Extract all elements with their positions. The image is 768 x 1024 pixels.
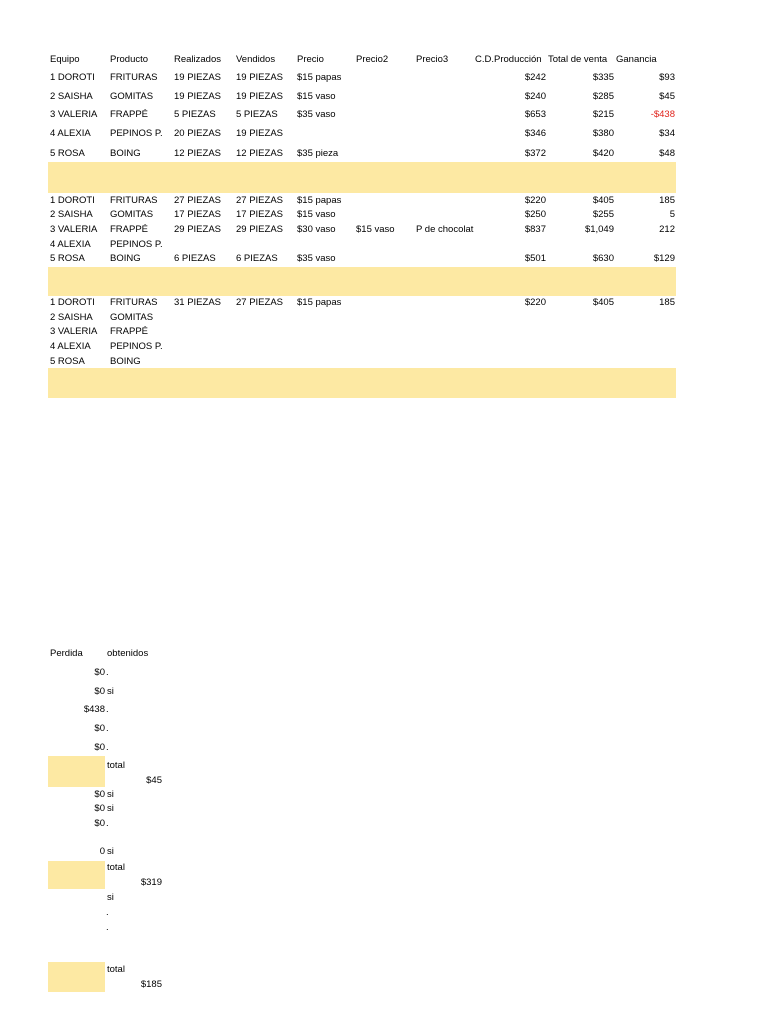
cell-vendidos: 19 PIEZAS	[236, 91, 283, 102]
total-value: $45	[146, 775, 162, 786]
cell-equipo: 1 DOROTI	[50, 297, 95, 308]
cell-ganancia: $129	[653, 253, 675, 264]
cell-cd: $372	[524, 148, 546, 159]
cell-total: $215	[592, 109, 614, 120]
cell-total: $335	[592, 72, 614, 83]
cell-cd: $346	[524, 128, 546, 139]
cell-cd: $242	[524, 72, 546, 83]
cell-precio: $35 vaso	[297, 253, 336, 264]
cell-producto: FRAPPÉ	[110, 109, 149, 120]
header-realizados: Realizados	[174, 54, 221, 65]
perdida-value: $0	[94, 789, 105, 800]
cell-equipo: 3 VALERIA	[50, 109, 98, 120]
cell-cd: $220	[524, 195, 546, 206]
cell-producto: FRITURAS	[110, 195, 158, 206]
cell-total: $405	[592, 195, 614, 206]
cell-vendidos: 27 PIEZAS	[236, 297, 283, 308]
cell-cd: $837	[524, 224, 546, 235]
cell-precio2: $15 vaso	[356, 224, 395, 235]
perdida-value: $0	[94, 803, 105, 814]
cell-vendidos: 5 PIEZAS	[236, 109, 278, 120]
obtenido-value: .	[106, 907, 109, 918]
header-precio: Precio	[297, 54, 324, 65]
cell-precio3: P de chocolat	[416, 224, 474, 235]
total-label: total	[107, 964, 125, 975]
summary-band-2	[48, 861, 105, 889]
perdida-value: $438	[83, 704, 105, 715]
cell-producto: FRITURAS	[110, 297, 158, 308]
cell-realizados: 29 PIEZAS	[174, 224, 221, 235]
cell-precio: $15 papas	[297, 72, 342, 83]
cell-total: $420	[592, 148, 614, 159]
cell-cd: $501	[524, 253, 546, 264]
cell-cd: $240	[524, 91, 546, 102]
cell-precio: $15 papas	[297, 297, 342, 308]
cell-realizados: 6 PIEZAS	[174, 253, 216, 264]
cell-total: $285	[592, 91, 614, 102]
cell-precio: $35 pieza	[297, 148, 339, 159]
perdida-value: $0	[94, 742, 105, 753]
obtenido-value: .	[106, 922, 109, 933]
cell-realizados: 19 PIEZAS	[174, 91, 221, 102]
header-ganancia: Ganancia	[616, 54, 657, 65]
cell-equipo: 2 SAISHA	[50, 312, 93, 323]
cell-ganancia: $93	[659, 72, 675, 83]
cell-realizados: 27 PIEZAS	[174, 195, 221, 206]
cell-ganancia: 212	[659, 224, 675, 235]
cell-ganancia: 5	[669, 209, 675, 220]
header-cd-produccion: C.D.Producción	[475, 54, 542, 65]
cell-equipo: 1 DOROTI	[50, 72, 95, 83]
cell-producto: PEPINOS P.	[110, 239, 163, 250]
cell-ganancia: $45	[659, 91, 675, 102]
cell-total: $255	[592, 209, 614, 220]
cell-realizados: 17 PIEZAS	[174, 209, 221, 220]
perdida-value: $0	[94, 667, 105, 678]
obtenido-value: .	[106, 742, 109, 753]
cell-equipo: 2 SAISHA	[50, 91, 93, 102]
cell-precio: $35 vaso	[297, 109, 336, 120]
summary-band-1	[48, 756, 105, 787]
cell-total: $630	[592, 253, 614, 264]
header-precio3: Precio3	[416, 54, 449, 65]
separator-band-2	[48, 267, 676, 296]
cell-total: $1,049	[584, 224, 614, 235]
cell-equipo: 5 ROSA	[50, 148, 85, 159]
cell-vendidos: 12 PIEZAS	[236, 148, 283, 159]
cell-total: $405	[592, 297, 614, 308]
cell-vendidos: 19 PIEZAS	[236, 128, 283, 139]
header-vendidos: Vendidos	[236, 54, 276, 65]
cell-producto: GOMITAS	[110, 91, 154, 102]
cell-equipo: 5 ROSA	[50, 253, 85, 264]
obtenido-value: si	[107, 846, 114, 857]
cell-equipo: 5 ROSA	[50, 356, 85, 367]
cell-producto: BOING	[110, 253, 141, 264]
obtenido-value: si	[107, 892, 114, 903]
cell-producto: FRAPPÉ	[110, 224, 149, 235]
obtenido-value: .	[106, 704, 109, 715]
total-value: $185	[140, 979, 162, 990]
perdida-value: $0	[94, 818, 105, 829]
cell-realizados: 5 PIEZAS	[174, 109, 216, 120]
cell-vendidos: 19 PIEZAS	[236, 72, 283, 83]
cell-producto: GOMITAS	[110, 209, 154, 220]
perdida-value: 0	[99, 846, 105, 857]
cell-precio: $30 vaso	[297, 224, 336, 235]
obtenido-value: si	[107, 789, 114, 800]
cell-producto: PEPINOS P.	[110, 341, 163, 352]
summary-perdida-label: Perdida	[50, 648, 83, 659]
cell-precio: $15 vaso	[297, 209, 336, 220]
cell-vendidos: 27 PIEZAS	[236, 195, 283, 206]
cell-producto: FRAPPÉ	[110, 326, 149, 337]
cell-precio: $15 papas	[297, 195, 342, 206]
summary-band-3	[48, 962, 105, 992]
obtenido-value: si	[107, 803, 114, 814]
cell-producto: FRITURAS	[110, 72, 158, 83]
cell-ganancia: $34	[659, 128, 675, 139]
separator-band-1	[48, 162, 676, 193]
header-equipo: Equipo	[50, 54, 80, 65]
header-precio2: Precio2	[356, 54, 389, 65]
cell-equipo: 2 SAISHA	[50, 209, 93, 220]
cell-realizados: 20 PIEZAS	[174, 128, 221, 139]
cell-cd: $653	[524, 109, 546, 120]
summary-obtenidos-label: obtenidos	[107, 648, 149, 659]
cell-vendidos: 17 PIEZAS	[236, 209, 283, 220]
cell-equipo: 4 ALEXIA	[50, 128, 91, 139]
cell-vendidos: 29 PIEZAS	[236, 224, 283, 235]
obtenido-value: .	[106, 723, 109, 734]
obtenido-value: .	[106, 818, 109, 829]
cell-ganancia: 185	[659, 297, 675, 308]
cell-total: $380	[592, 128, 614, 139]
cell-realizados: 12 PIEZAS	[174, 148, 221, 159]
cell-vendidos: 6 PIEZAS	[236, 253, 278, 264]
cell-precio: $15 vaso	[297, 91, 336, 102]
perdida-value: $0	[94, 723, 105, 734]
obtenido-value: si	[107, 686, 114, 697]
cell-realizados: 31 PIEZAS	[174, 297, 221, 308]
cell-equipo: 1 DOROTI	[50, 195, 95, 206]
obtenido-value: .	[106, 667, 109, 678]
cell-equipo: 4 ALEXIA	[50, 239, 91, 250]
total-value: $319	[140, 877, 162, 888]
cell-equipo: 4 ALEXIA	[50, 341, 91, 352]
separator-band-3	[48, 368, 676, 398]
cell-equipo: 3 VALERIA	[50, 326, 98, 337]
total-label: total	[107, 862, 125, 873]
header-total-venta: Total de venta	[548, 54, 608, 65]
cell-ganancia: $48	[659, 148, 675, 159]
perdida-value: $0	[94, 686, 105, 697]
cell-realizados: 19 PIEZAS	[174, 72, 221, 83]
cell-producto: PEPINOS P.	[110, 128, 163, 139]
cell-ganancia: -$438	[650, 109, 675, 120]
total-label: total	[107, 760, 125, 771]
cell-producto: BOING	[110, 356, 141, 367]
header-producto: Producto	[110, 54, 149, 65]
cell-producto: BOING	[110, 148, 141, 159]
cell-equipo: 3 VALERIA	[50, 224, 98, 235]
cell-cd: $250	[524, 209, 546, 220]
cell-cd: $220	[524, 297, 546, 308]
cell-ganancia: 185	[659, 195, 675, 206]
cell-producto: GOMITAS	[110, 312, 154, 323]
